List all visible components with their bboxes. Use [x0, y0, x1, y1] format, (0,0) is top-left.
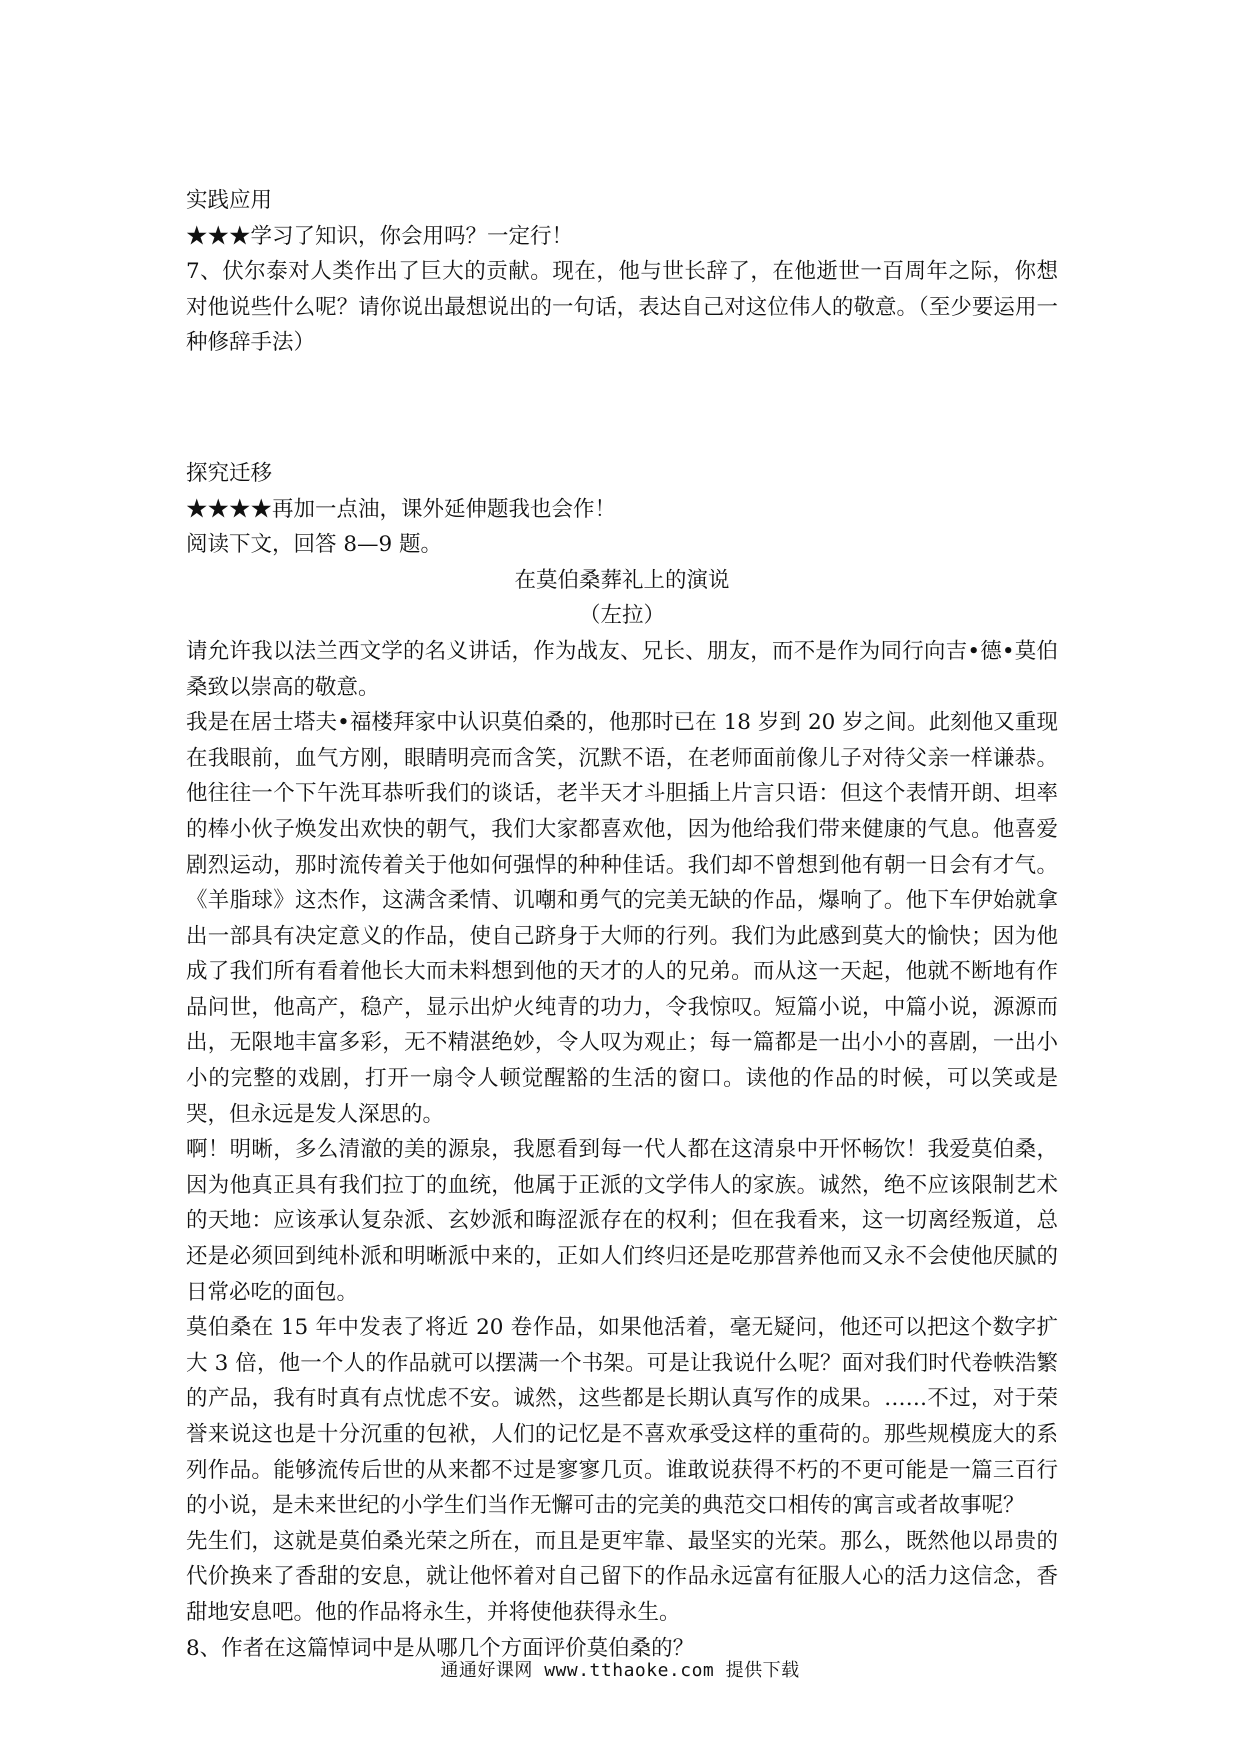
answer-space: [186, 361, 1058, 456]
article-title: 在莫伯桑葬礼上的演说: [514, 567, 730, 593]
explore-heading: 探究迁移: [186, 460, 273, 486]
page-content: [186, 183, 1058, 1666]
question-7: 7、伏尔泰对人类作出了巨大的贡献。现在，他与世长辞了，在他逝世一百周年之际，你想对他说些什么呢？请你说出最想说出的一句话，表达自己对这位伟人的敬意。（至少要运用一种修辞手法）: [186, 259, 1058, 356]
article-paragraph: 请允许我以法兰西文学的名义讲话，作为战友、兄长、朋友，而不是作为同行向吉•德•莫伯桑致以崇高的敬意。: [186, 638, 1058, 700]
article-author: （左拉）: [578, 603, 665, 629]
reading-instruction: 阅读下文，回答 8—9 题。: [186, 532, 443, 558]
article-paragraph: 啊！明晰，多么清澈的美的源泉，我愿看到每一代人都在这清泉中开怀畅饮！我爱莫伯桑，因为他真正具有我们拉丁的血统，他属于正派的文学伟人的家族。诚然，绝不应该限制艺术的天地：应该承认复杂派、玄妙派和晦涩派存在的权利；但在我看来，这一切离经叛道，总还是必须回到纯朴派和明晰派中来的，正如人们终归还是吃那营养他而又永不会使他厌腻的日常必吃的面包。: [186, 1137, 1058, 1305]
article-paragraph: 莫伯桑在 15 年中发表了将近 20 卷作品，如果他活着，毫无疑问，他还可以把这个数字扩大 3 倍，他一个人的作品就可以摆满一个书架。可是让我说什么呢？面对我们时代卷帙浩繁的产品，我有时真有点忧虑不安。诚然，这些都是长期认真写作的成果。……不过，对于荣誉来说这也是十分沉重的包袱，人们的记忆是不喜欢承受这样的重荷的。那些规模庞大的系列作品。能够流传后世的从来都不过是寥寥几页。谁敢说获得不朽的不更可能是一篇三百行的小说，是未来世纪的小学生们当作无懈可击的完美的典范交口相传的寓言或者故事呢？: [186, 1315, 1058, 1519]
explore-stars-line: ★★★★再加一点油，课外延伸题我也会作！: [186, 496, 617, 522]
practice-heading: 实践应用: [186, 188, 273, 213]
article-paragraph: 先生们，这就是莫伯桑光荣之所在，而且是更牢靠、最坚实的光荣。那么，既然他以昂贵的代价换来了香甜的安息，就让他怀着对自己留下的作品永远富有征服人心的活力这信念，香甜地安息吧。他的作品将永生，并将使他获得永生。: [186, 1528, 1058, 1625]
footer-credit: 通通好课网 www.tthaoke.com 提供下载: [440, 1660, 800, 1681]
article-paragraph: 我是在居士塔夫•福楼拜家中认识莫伯桑的，他那时已在 18 岁到 20 岁之间。此刻他又重现在我眼前，血气方刚，眼睛明亮而含笑，沉默不语，在老师面前像儿子对待父亲一样谦恭。他往往一个下午洗耳恭听我们的谈话，老半天才斗胆插上片言只语：但这个表情开朗、坦率的棒小伙子焕发出欢快的朝气，我们大家都喜欢他，因为他给我们带来健康的气息。他喜爱剧烈运动，那时流传着关于他如何强悍的种种佳话。我们却不曾想到他有朝一日会有才气。《羊脂球》这杰作，这满含柔情、讥嘲和勇气的完美无缺的作品，爆响了。他下车伊始就拿出一部具有决定意义的作品，使自己跻身于大师的行列。我们为此感到莫大的愉快；因为他成了我们所有看着他长大而未料想到他的天才的人的兄弟。而从这一天起，他就不断地有作品问世，他高产，稳产，显示出炉火纯青的功力，令我惊叹。短篇小说，中篇小说，源源而出，无限地丰富多彩，无不精湛绝妙，令人叹为观止；每一篇都是一出小小的喜剧，一出小小的完整的戏剧，打开一扇令人顿觉醒豁的生活的窗口。读他的作品的时候，可以笑或是哭，但永远是发人深思的。: [186, 710, 1058, 1127]
practice-stars-line: ★★★学习了知识，你会用吗？一定行！: [186, 223, 574, 249]
question-8: 8、作者在这篇悼词中是从哪几个方面评价莫伯桑的？: [186, 1635, 695, 1661]
